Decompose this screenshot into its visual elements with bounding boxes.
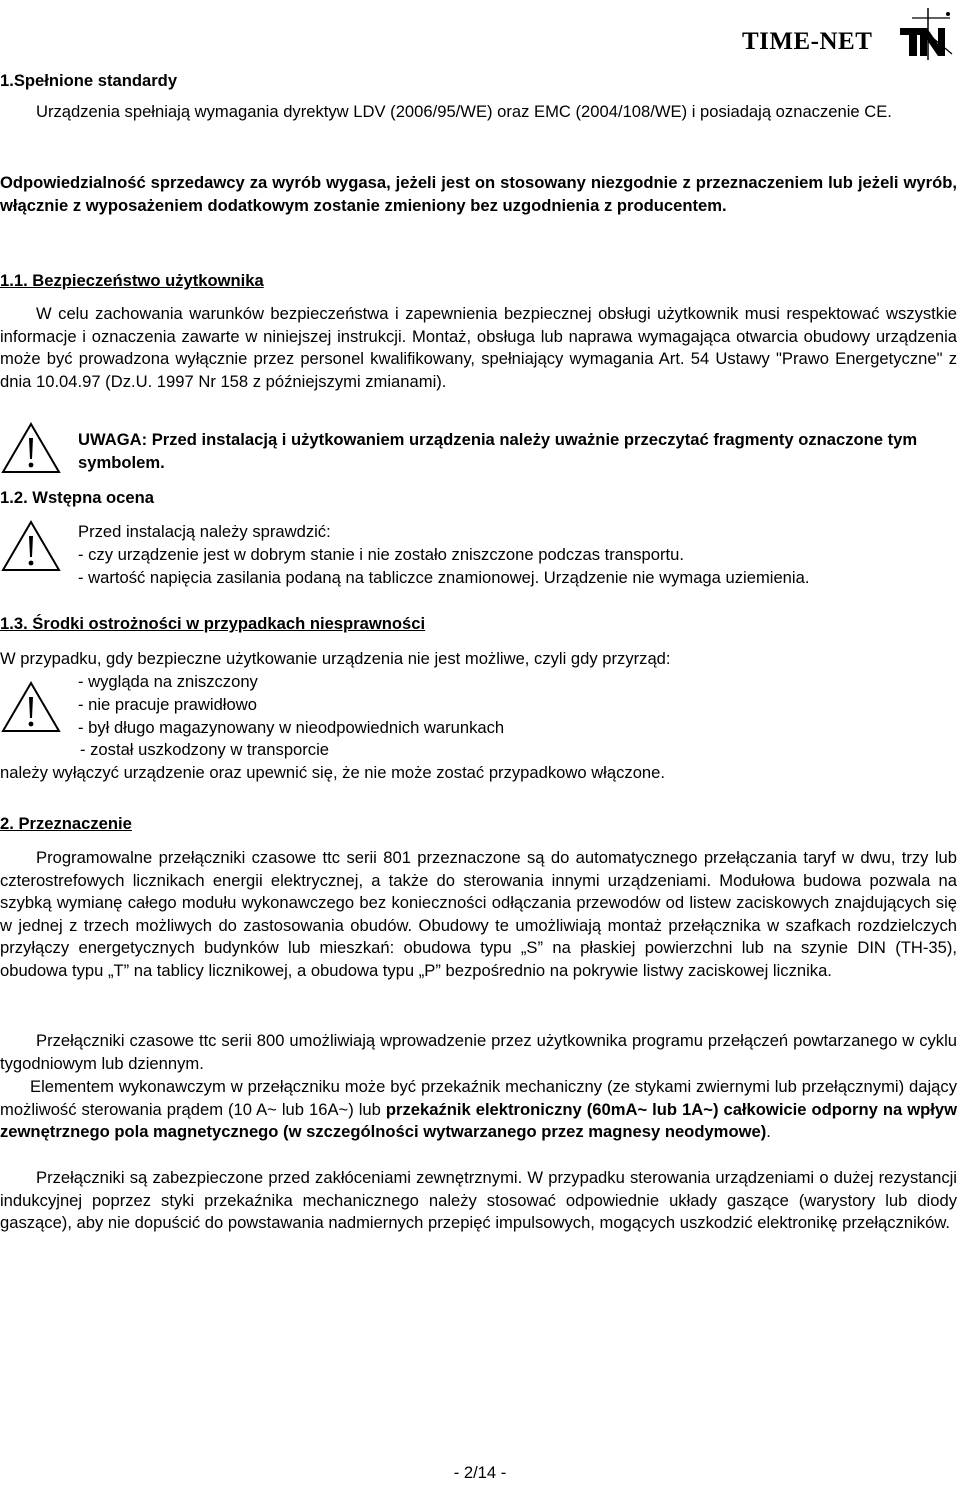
section-1-3-title: 1.3. Środki ostrożności w przypadkach niesprawności <box>0 614 426 633</box>
section-1-3-intro: W przypadku, gdy bezpieczne użytkowanie urządzenia nie jest możliwe, czyli gdy przyrząd: <box>0 649 671 668</box>
list-item: - nie pracuje prawidłowo <box>78 695 257 714</box>
section-2-paragraph-1: Programowalne przełączniki czasowe ttc serii 801 przeznaczone są do automatycznego przełączania taryf w dwu, trzy lub czterostrefowych licznikach energii elektrycznej, a także do sterowania innymi urządzeniami. Modułowa budowa pozwala na szybką wymianę całego modułu wykonawczego bez konieczności odłączania przewodów od listew zaciskowych znajdujących się w jednej z trzech możliwych do zastosowania obudów. Obudowy te umożliwiają montaż przełącznika w szafkach rozdzielczych przyłączy energetycznych budynków lub mieszkań: obudowa typu „S” na płaskiej powierzchni lub na szynie DIN (TH-35), obudowa typu „T” na tablicy licznikowej, a obudowa typu „P” bezpośrednio na pokrywie listwy zaciskowej licznika. <box>0 848 957 980</box>
section-2-paragraph-3 <box>0 1076 957 1144</box>
section-1-paragraph-2: Odpowiedzialność sprzedawcy za wyrób wygasa, jeżeli jest on stosowany niezgodnie z przeznaczeniem lub jeżeli wyrób, włącznie z wyposażeniem dodatkowym zostanie zmieniony bez uzgodnienia z producentem. <box>0 173 957 215</box>
section-1-title: 1.Spełnione standardy <box>0 71 178 90</box>
section-1-2-title: 1.2. Wstępna ocena <box>0 488 155 507</box>
logo-text: TIME-NET <box>742 28 873 55</box>
paragraph-3-text: Elementem wykonawczym w przełączniku może być przekaźnik mechaniczny (ze stykami zwiernymi lub przełącznymi) dający możliwość sterowania prądem (10 A~ lub 16A~) lub <box>0 1077 957 1119</box>
list-item: - wygląda na zniszczony <box>78 672 258 691</box>
page-number: - 2/14 - <box>453 1463 507 1482</box>
section-1-3-outro: należy wyłączyć urządzenie oraz upewnić się, że nie może zostać przypadkowo włączone. <box>0 763 665 782</box>
paragraph-3-end: . <box>766 1122 771 1142</box>
section-2-paragraph-2: Przełączniki czasowe ttc serii 800 umożliwiają wprowadzenie przez użytkownika programu przełączeń powtarzanego w cyklu tygodniowym lub dziennym. <box>0 1031 957 1073</box>
warning-triangle-icon <box>0 519 62 573</box>
warning-triangle-icon <box>0 680 62 734</box>
warning-text: UWAGA: Przed instalacją i użytkowaniem urządzenia należy uważnie przeczytać fragmenty oznaczone tym symbolem. <box>78 430 918 472</box>
section-1-1-paragraph: W celu zachowania warunków bezpieczeństwa i zapewnienia bezpiecznej obsługi użytkownik musi respektować wszystkie informacje i oznaczenia zawarte w niniejszej instrukcji. Montaż, obsługa lub naprawa wymagająca otwarcia obudowy urządzenia może być prowadzona wyłącznie przez personel kwalifikowany, spełniający wymagania Art. 54 Ustawy "Prawo Energetyczne" z dnia 10.04.97 (Dz.U. 1997 Nr 158 z późniejszymi zmianami). <box>0 304 957 391</box>
company-logo <box>742 6 957 62</box>
list-item: - wartość napięcia zasilania podaną na tabliczce znamionowej. Urządzenie nie wymaga uziemienia. <box>78 568 810 587</box>
tn-logo-icon <box>890 6 956 62</box>
list-item: - został uszkodzony w transporcie <box>80 740 330 759</box>
section-1-1-title: 1.1. Bezpieczeństwo użytkownika <box>0 271 264 290</box>
list-item: - był długo magazynowany w nieodpowiednich warunkach <box>78 718 505 737</box>
section-2-paragraph-4: Przełączniki są zabezpieczone przed zakłóceniami zewnętrznymi. W przypadku sterowania urządzeniami o dużej rezystancji indukcyjnej poprzez styki przekaźnika mechanicznego należy stosować odpowiednie układy gaszące (warystory lub diody gaszące), aby nie dopuścić do powstawania nadmiernych przepięć impulsowych, mogących uszkodzić elektronikę przełączników. <box>0 1168 957 1233</box>
list-item: - czy urządzenie jest w dobrym stanie i nie zostało zniszczone podczas transportu. <box>78 545 684 564</box>
section-2-title: 2. Przeznaczenie <box>0 814 132 833</box>
warning-triangle-icon <box>0 421 62 475</box>
section-1-2-intro: Przed instalacją należy sprawdzić: <box>78 522 331 541</box>
paragraph-3-bold-text: przekaźnik elektroniczny (60mA~ lub 1A~) całkowicie odporny na wpływ zewnętrznego pola magnetycznego (w szczególności wytwarzanego przez magnesy neodymowe) <box>0 1099 958 1142</box>
section-1-paragraph-1: Urządzenia spełniają wymagania dyrektyw LDV (2006/95/WE) oraz EMC (2004/108/WE) i posiadają oznaczenie CE. <box>36 102 892 121</box>
